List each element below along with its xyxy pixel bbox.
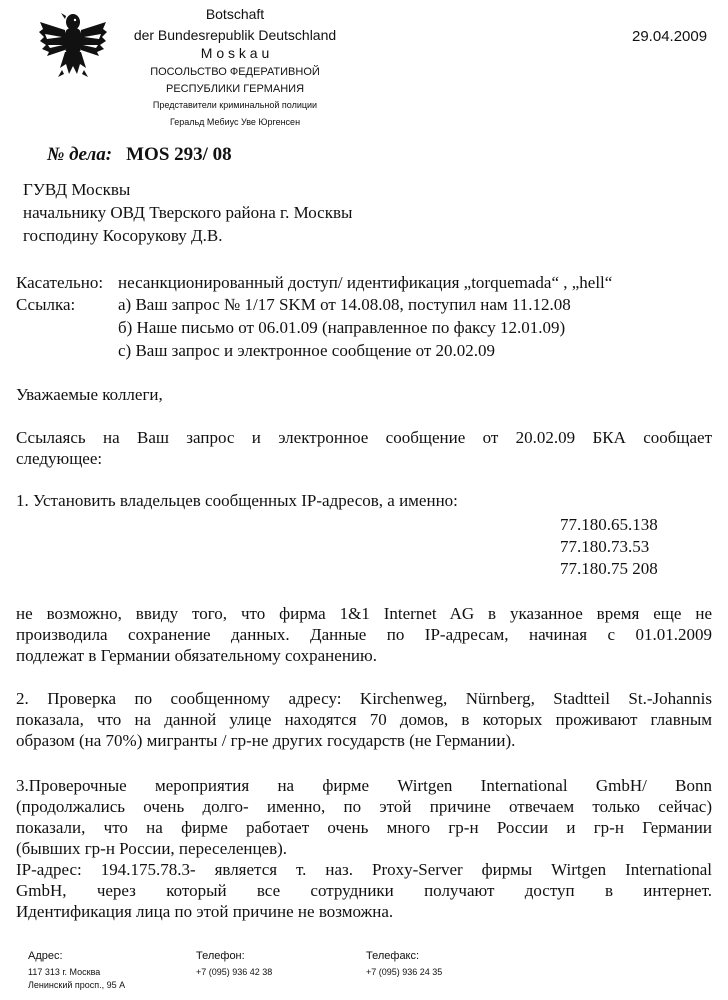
text-line: 3.Проверочные мероприятия на фирме Wirtgen International GmbH/ Bonn [16,776,712,795]
item2-paragraph [16,688,712,751]
letterhead-line: Botschaft [205,6,265,22]
footer-fax-value: +7 (095) 936 24 35 [366,967,443,977]
reference-label: Ссылка: [16,295,76,314]
text-line: GmbH, через который все сотрудники получают доступ в интернет. [16,881,712,900]
ip-address: 77.180.65.138 [560,515,658,534]
letterhead-line: Геральд Мебиус Уве Юргенсен [169,117,301,127]
text-line: подлежат в Германии обязательному сохранению. [16,646,377,665]
item3-paragraph [16,775,712,922]
footer-address-label: Адрес: [28,950,63,962]
text-line: следующее: [16,449,103,468]
letterhead-line: M o s k a u [200,45,270,61]
intro-paragraph [16,427,712,469]
letterhead-line: РЕСПУБЛИКИ ГЕРМАНИЯ [165,83,305,95]
case-label: № дела: [47,144,113,165]
text-line: образом (на 70%) мигранты / гр-не других государств (не Германии). [16,731,516,750]
greeting: Уважаемые коллеги, [16,385,163,404]
footer-phone-value: +7 (095) 936 42 38 [196,967,273,977]
text-line: (бывших гр-н России, переселенцев). [16,839,288,858]
subject-text: несанкционированный доступ/ идентификация „torquemada“ , „hell“ [118,273,613,292]
letterhead-line: ПОСОЛЬСТВО ФЕДЕРАТИВНОЙ [150,66,320,78]
letter-date: 29.04.2009 [632,28,708,45]
letterhead-line: der Bundesrepublik Deutschland [133,27,337,43]
ip-address: 77.180.75 208 [560,559,658,578]
reference-item: а) Ваш запрос № 1/17 SKM от 14.08.08, поступил нам 11.12.08 [118,295,571,314]
footer-phone-label: Телефон: [196,950,245,962]
footer-address-line: Ленинский просп., 95 А [28,980,126,990]
text-line: показали, что на фирме работает очень много гр-н России и гр-н Германии [16,818,712,837]
footer-address-line: 117 313 г. Москва [28,967,101,977]
federal-eagle-emblem-icon [38,10,108,78]
subject-label: Касательно: [16,273,104,292]
text-line: (продолжались очень долго- именно, по этой причине отвечаем только сейчас) [16,797,712,816]
addressee-line: начальнику ОВД Тверского района г. Москвы [23,203,353,222]
text-line: показала, что на данной улице находятся 70 домов, в которых проживают главным [16,710,712,729]
reference-item: б) Наше письмо от 06.01.09 (направленное по факсу 12.01.09) [118,318,566,337]
reference-item: с) Ваш запрос и электронное сообщение от 20.02.09 [118,341,496,360]
text-line: Идентификация лица по этой причине не возможна. [16,902,394,921]
footer-fax-label: Телефакс: [366,950,420,962]
case-number [47,144,232,166]
ip-address: 77.180.73.53 [560,537,650,556]
addressee-line: господину Косорукову Д.В. [23,226,223,245]
text-line: IP-адрес: 194.175.78.3- является т. наз. Proxy-Server фирмы Wirtgen International [16,860,712,879]
item1-paragraph [16,603,712,666]
text-line: производила сохранение данных. Данные по IP-адресам, начиная с 01.01.2009 [16,625,712,644]
addressee-line: ГУВД Москвы [23,180,131,199]
item1-heading: 1. Установить владельцев сообщенных IP-адресов, а именно: [16,491,458,510]
text-line: 2. Проверка по сообщенному адресу: Kirchenweg, Nürnberg, Stadtteil St.-Johannis [16,689,712,708]
text-line: Ссылаясь на Ваш запрос и электронное сообщение от 20.02.09 БКА сообщает [16,428,712,447]
text-line: не возможно, ввиду того, что фирма 1&1 Internet AG в указанное время еще не [16,604,712,623]
case-value: MOS 293/ 08 [126,144,232,165]
letterhead-line: Представители криминальной полиции [152,100,318,110]
